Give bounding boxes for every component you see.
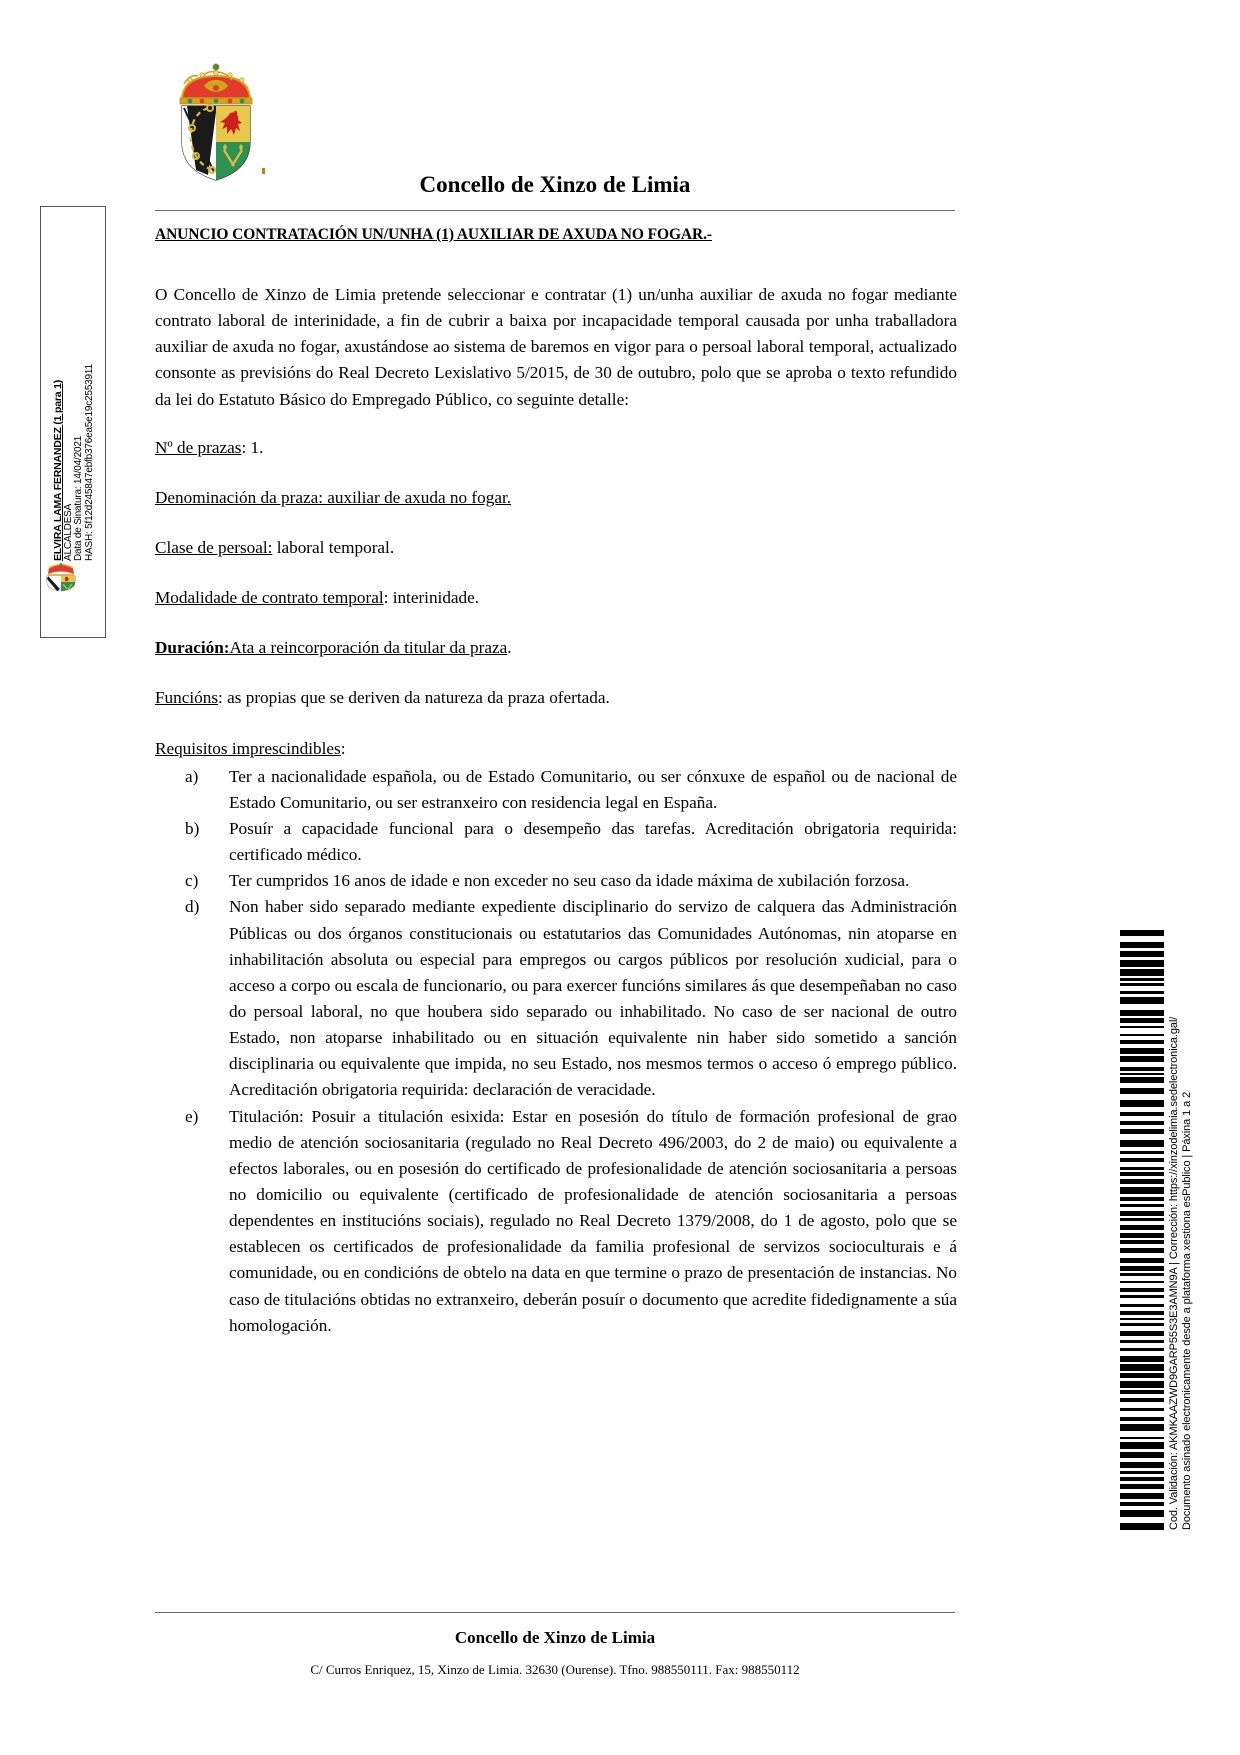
barcode-bar — [1120, 1381, 1164, 1388]
detail-field-value: interinidade. — [392, 588, 480, 608]
requirements-heading-label: Requisitos imprescindibles — [155, 738, 341, 758]
detail-field-label: Funcións — [155, 688, 219, 708]
coat-of-arms-small-icon — [44, 562, 78, 592]
footer-divider — [155, 1612, 955, 1613]
document-body — [155, 282, 957, 1339]
requirements-heading-sep: : — [340, 738, 346, 758]
footer-org-title: Concello de Xinzo de Limia — [454, 1628, 656, 1647]
detail-field-label: Modalidade de contrato temporal — [155, 588, 384, 608]
requirement-item: Ter a nacionalidade española, ou de Estado Comunitario, ou ser cónxuxe de español ou de nacional de Estado Comunitario, ou ser estranxeiro con residencia legal en España. — [229, 766, 957, 812]
intro-paragraph: O Concello de Xinzo de Limia pretende seleccionar e contratar (1) un/unha auxiliar de axuda no fogar mediante contrato laboral de interinidade, a fin de cubrir a baixa por incapacidade temporal causada por unha traballadora auxiliar de axuda no fogar, axustándose ao sistema de baremos en vigor para o persoal laboral temporal, actualizado consonte as previsións do Real Decreto Lexislativo 5/2015, de 30 de outubro, polo que se aproba o texto refundido da lei do Estatuto Básico do Empregado Público, co seguinte detalle: — [155, 285, 957, 409]
detail-field-tail: . — [507, 638, 512, 658]
barcode-bar — [1120, 1510, 1164, 1517]
validation-platform-line: Documento asinado electronicamente desde a plataforma xestiona esPublico | Páxina 1 a 2 — [1180, 1091, 1193, 1530]
barcode-bar — [1120, 1100, 1164, 1107]
barcode-bar — [1120, 960, 1164, 967]
requirements-list — [155, 764, 957, 1339]
footer-address: C/ Curros Enriquez, 15, Xinzo de Limia. 32630 (Ourense). Tfno. 988550111. Fax: 988550112 — [310, 1662, 800, 1677]
requirement-item: Posuír a capacidade funcional para o desempeño das tarefas. Acreditación obrigatoria requirida: certificado médico. — [229, 818, 957, 865]
requirement-item: Non haber sido separado mediante expediente disciplinario do servizo de calquera das Administración Públicas ou dos órganos constitucionais ou estatutarios das Comunidades Autónomas, nin atoparse en inhabilitación absoluta ou especial para empregos ou cargos públicos por resolución xudicial, para o acceso a corpo ou escala de funcionario, ou para exercer funcións similares ás que desempeñaban no caso do persoal laboral, no que houbera sido separado ou inhabilitado. No caso de ser nacional de outro Estado, non atoparse inhabilitado ou en situación equivalente nin haber sido sometido a sanción disciplinaria ou equivalente que impida, no seu Estado, nos mesmos termos o acceso ó emprego público. Acreditación obrigatoria requirida: declaración de veracidade. — [229, 897, 957, 1100]
header-divider — [155, 210, 955, 211]
barcode-bar — [1120, 1424, 1164, 1431]
detail-field-value: laboral temporal. — [276, 537, 395, 557]
barcode-bar — [1120, 1364, 1164, 1371]
barcode-bar — [1120, 1077, 1164, 1084]
detail-field — [155, 585, 957, 611]
detail-field-label: Denominación da praza: auxiliar de axuda no fogar. — [155, 487, 512, 507]
side-validation-text — [1168, 930, 1193, 1530]
signer-name: ELVIRA LAMA FERNANDEZ (1 para 1) — [51, 379, 64, 561]
detail-field — [155, 435, 957, 461]
requirement-item: Titulación: Posuir a titulación esixida: Estar en posesión do título de formación profesional de grao medio de atención sociosanitaria (regulado no Real Decreto 496/2003, do 2 de maio) ou equivalente a efectos laborales, ou en posesión do certificado de profesionalidade de atención sociosanitaria a persoas no domicilio ou equivalente (certificado de profesionalidade de atención sociosanitaria a persoas dependentes en institucións sociais), regulado no Real Decreto 1379/2008, do 1 de agosto, polo que se establecen os certificados de profesionalidade da familia profesional de servizos socioculturais e á comunidade, ou en condicións de obtelo na data en que termine o prazo de presentación de instancias. No caso de titulacións obtidas no extranxeiro, deberán posuír o documento que acredite fidedignamente a súa homologación. — [229, 1106, 957, 1335]
validation-code-line: Cod. Validación: AKMKAAZWD9GARP55S3E3AMN9A | Corrección: https://xinzodelimia.sedelectronica.gal/ — [1168, 1016, 1180, 1530]
signature-hash: HASH: 5f12d245847ebfb376ea5e19c2553911 — [83, 364, 95, 561]
signature-date: Data de Sinatura: 14/04/2021 — [73, 435, 85, 561]
barcode-bar — [1120, 969, 1164, 976]
detail-field — [155, 485, 957, 511]
detail-field-label: Duración: — [155, 638, 230, 658]
page-title: Concello de Xinzo de Limia — [419, 172, 691, 197]
detail-field-label: Nº de prazas — [155, 437, 242, 457]
barcode-bar — [1120, 997, 1164, 1004]
detail-field-label: Clase de persoal: — [155, 537, 273, 557]
announcement-title: ANUNCIO CONTRATACIÓN UN/UNHA (1) AUXILIAR DE AXUDA NO FOGAR.- — [155, 226, 712, 243]
detail-field-separator: : — [218, 688, 228, 708]
barcode-bar — [1120, 1523, 1164, 1530]
detail-fields — [155, 435, 957, 712]
coat-of-arms-icon — [168, 62, 264, 184]
detail-field-value: as propias que se deriven da natureza da praza ofertada. — [227, 688, 610, 708]
barcode-bar — [1120, 1187, 1164, 1194]
barcode-bar — [1120, 1140, 1164, 1147]
detail-field-separator: : — [241, 437, 251, 457]
detail-field — [155, 535, 957, 561]
requirement-item: Ter cumpridos 16 anos de idade e non exceder no seu caso da idade máxima de xubilación forzosa. — [229, 871, 910, 891]
detail-field — [155, 635, 957, 661]
detail-field — [155, 685, 957, 711]
detail-field-value: 1. — [250, 437, 264, 457]
signer-role: ALCALDESA — [62, 503, 74, 561]
detail-field-value: Ata a reincorporación da titular da praza — [229, 638, 508, 658]
validation-barcode — [1120, 930, 1164, 1530]
detail-field-separator: : — [383, 588, 393, 608]
requirements-heading — [155, 736, 957, 762]
barcode-bar — [1120, 1442, 1164, 1449]
